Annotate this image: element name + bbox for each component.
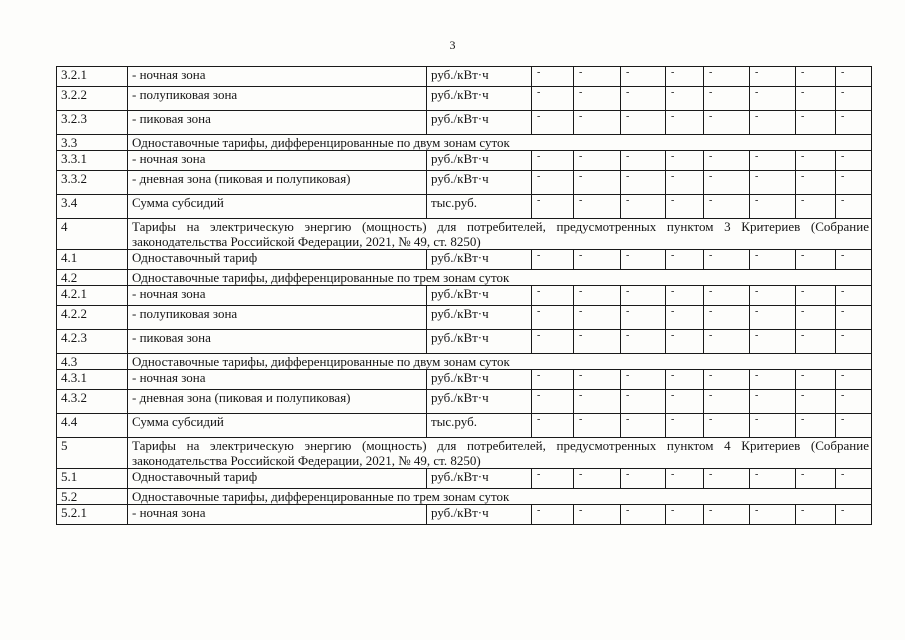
value-cell: - [532,286,574,306]
value-cell: - [704,250,750,270]
table-row [57,111,872,135]
value-cell: - [704,370,750,390]
value-cell: - [666,111,704,135]
value-cell: - [796,250,836,270]
unit-of-measure: руб./кВт·ч [427,390,532,414]
value-cell: - [796,370,836,390]
value-cell: - [574,286,621,306]
value-cell: - [666,370,704,390]
section-heading: Тарифы на электрическую энергию (мощность) для потребителей, предусмотренных пунктом 4 Критериев (Собрание законодательства Российской Федерации, 2021, № 49, ст. 8250) [128,438,872,469]
value-cell: - [621,469,666,489]
value-cell: - [796,195,836,219]
value-cell: - [532,306,574,330]
value-cell: - [704,151,750,171]
value-cell: - [750,286,796,306]
value-cell: - [836,87,872,111]
value-cell: - [704,87,750,111]
value-cell: - [574,469,621,489]
value-cell: - [836,370,872,390]
value-cell: - [666,195,704,219]
value-cell: - [532,330,574,354]
value-cell: - [796,286,836,306]
value-cell: - [750,171,796,195]
value-cell: - [750,67,796,87]
value-cell: - [704,469,750,489]
section-heading: Одноставочные тарифы, дифференцированные по двум зонам суток [128,135,872,151]
value-cell: - [532,469,574,489]
value-cell: - [750,505,796,525]
value-cell: - [836,171,872,195]
row-number: 5 [57,438,128,469]
indicator-name: Одноставочный тариф [128,250,427,270]
row-number: 3.3 [57,135,128,151]
value-cell: - [621,414,666,438]
value-cell: - [532,111,574,135]
value-cell: - [666,390,704,414]
value-cell: - [666,286,704,306]
value-cell: - [532,505,574,525]
value-cell: - [666,67,704,87]
value-cell: - [666,469,704,489]
section-heading-row [57,219,872,250]
value-cell: - [621,505,666,525]
value-cell: - [621,286,666,306]
table-row [57,250,872,270]
indicator-name: - ночная зона [128,67,427,87]
value-cell: - [574,151,621,171]
row-number: 4.3.2 [57,390,128,414]
value-cell: - [796,505,836,525]
row-number: 4.2.1 [57,286,128,306]
value-cell: - [621,370,666,390]
row-number: 3.2.2 [57,87,128,111]
unit-of-measure: руб./кВт·ч [427,171,532,195]
value-cell: - [750,469,796,489]
table-row [57,414,872,438]
indicator-name: Одноставочный тариф [128,469,427,489]
table-row [57,306,872,330]
indicator-name: - ночная зона [128,286,427,306]
value-cell: - [836,390,872,414]
value-cell: - [836,306,872,330]
value-cell: - [666,250,704,270]
unit-of-measure: руб./кВт·ч [427,67,532,87]
section-heading-row [57,270,872,286]
value-cell: - [574,67,621,87]
value-cell: - [532,151,574,171]
value-cell: - [836,330,872,354]
value-cell: - [704,111,750,135]
value-cell: - [750,370,796,390]
value-cell: - [750,87,796,111]
value-cell: - [750,390,796,414]
value-cell: - [532,370,574,390]
value-cell: - [532,67,574,87]
value-cell: - [621,171,666,195]
table-row [57,505,872,525]
indicator-name: - полупиковая зона [128,87,427,111]
table-row [57,330,872,354]
value-cell: - [574,370,621,390]
row-number: 4.4 [57,414,128,438]
value-cell: - [796,151,836,171]
value-cell: - [621,87,666,111]
indicator-name: Сумма субсидий [128,195,427,219]
value-cell: - [532,87,574,111]
value-cell: - [532,414,574,438]
section-heading-row [57,489,872,505]
unit-of-measure: тыс.руб. [427,195,532,219]
page-number: 3 [449,38,456,52]
row-number: 3.2.1 [57,67,128,87]
value-cell: - [704,195,750,219]
value-cell: - [574,111,621,135]
value-cell: - [704,306,750,330]
indicator-name: - пиковая зона [128,111,427,135]
value-cell: - [574,505,621,525]
value-cell: - [574,87,621,111]
row-number: 3.4 [57,195,128,219]
value-cell: - [621,111,666,135]
value-cell: - [666,505,704,525]
indicator-name: - ночная зона [128,151,427,171]
row-number: 4.3.1 [57,370,128,390]
value-cell: - [704,67,750,87]
section-heading: Одноставочные тарифы, дифференцированные по трем зонам суток [128,489,872,505]
value-cell: - [621,67,666,87]
value-cell: - [796,111,836,135]
row-number: 3.2.3 [57,111,128,135]
row-number: 4.2.2 [57,306,128,330]
value-cell: - [796,306,836,330]
value-cell: - [750,306,796,330]
value-cell: - [532,171,574,195]
value-cell: - [621,195,666,219]
section-heading-row [57,354,872,370]
value-cell: - [574,414,621,438]
section-heading: Одноставочные тарифы, дифференцированные по трем зонам суток [128,270,872,286]
value-cell: - [574,330,621,354]
value-cell: - [532,195,574,219]
value-cell: - [574,171,621,195]
value-cell: - [836,505,872,525]
value-cell: - [750,111,796,135]
section-heading: Одноставочные тарифы, дифференцированные по двум зонам суток [128,354,872,370]
value-cell: - [750,250,796,270]
value-cell: - [621,250,666,270]
row-number: 4.2.3 [57,330,128,354]
indicator-name: - ночная зона [128,505,427,525]
value-cell: - [666,87,704,111]
value-cell: - [666,306,704,330]
value-cell: - [750,195,796,219]
unit-of-measure: руб./кВт·ч [427,87,532,111]
value-cell: - [796,67,836,87]
value-cell: - [621,151,666,171]
value-cell: - [621,330,666,354]
table-row [57,390,872,414]
table-row [57,286,872,306]
table-row [57,87,872,111]
value-cell: - [704,286,750,306]
value-cell: - [836,286,872,306]
row-number: 4.3 [57,354,128,370]
value-cell: - [836,414,872,438]
unit-of-measure: руб./кВт·ч [427,330,532,354]
value-cell: - [704,330,750,354]
value-cell: - [796,171,836,195]
row-number: 3.3.2 [57,171,128,195]
value-cell: - [704,171,750,195]
value-cell: - [666,414,704,438]
row-number: 5.2 [57,489,128,505]
table-row [57,151,872,171]
table-row [57,469,872,489]
row-number: 4.2 [57,270,128,286]
row-number: 5.2.1 [57,505,128,525]
unit-of-measure: руб./кВт·ч [427,286,532,306]
value-cell: - [836,250,872,270]
value-cell: - [796,330,836,354]
value-cell: - [796,390,836,414]
table-row [57,171,872,195]
value-cell: - [750,330,796,354]
unit-of-measure: руб./кВт·ч [427,151,532,171]
value-cell: - [750,414,796,438]
value-cell: - [666,151,704,171]
value-cell: - [621,390,666,414]
value-cell: - [796,469,836,489]
value-cell: - [704,505,750,525]
unit-of-measure: руб./кВт·ч [427,505,532,525]
unit-of-measure: руб./кВт·ч [427,469,532,489]
row-number: 3.3.1 [57,151,128,171]
indicator-name: Сумма субсидий [128,414,427,438]
indicator-name: - дневная зона (пиковая и полупиковая) [128,390,427,414]
tariff-table [56,66,872,525]
unit-of-measure: руб./кВт·ч [427,370,532,390]
row-number: 4.1 [57,250,128,270]
indicator-name: - полупиковая зона [128,306,427,330]
value-cell: - [836,469,872,489]
indicator-name: - пиковая зона [128,330,427,354]
indicator-name: - дневная зона (пиковая и полупиковая) [128,171,427,195]
value-cell: - [796,414,836,438]
unit-of-measure: тыс.руб. [427,414,532,438]
table-row [57,370,872,390]
value-cell: - [796,87,836,111]
indicator-name: - ночная зона [128,370,427,390]
table-row [57,67,872,87]
value-cell: - [836,195,872,219]
table-body [57,67,872,525]
value-cell: - [704,414,750,438]
value-cell: - [574,195,621,219]
value-cell: - [574,306,621,330]
value-cell: - [704,390,750,414]
unit-of-measure: руб./кВт·ч [427,111,532,135]
row-number: 4 [57,219,128,250]
unit-of-measure: руб./кВт·ч [427,250,532,270]
table-row [57,195,872,219]
section-heading: Тарифы на электрическую энергию (мощность) для потребителей, предусмотренных пунктом 3 Критериев (Собрание законодательства Российской Федерации, 2021, № 49, ст. 8250) [128,219,872,250]
section-heading-row [57,135,872,151]
unit-of-measure: руб./кВт·ч [427,306,532,330]
value-cell: - [532,390,574,414]
row-number: 5.1 [57,469,128,489]
value-cell: - [836,111,872,135]
value-cell: - [532,250,574,270]
value-cell: - [836,67,872,87]
value-cell: - [836,151,872,171]
value-cell: - [666,330,704,354]
section-heading-row [57,438,872,469]
value-cell: - [621,306,666,330]
value-cell: - [750,151,796,171]
value-cell: - [666,171,704,195]
value-cell: - [574,250,621,270]
value-cell: - [574,390,621,414]
